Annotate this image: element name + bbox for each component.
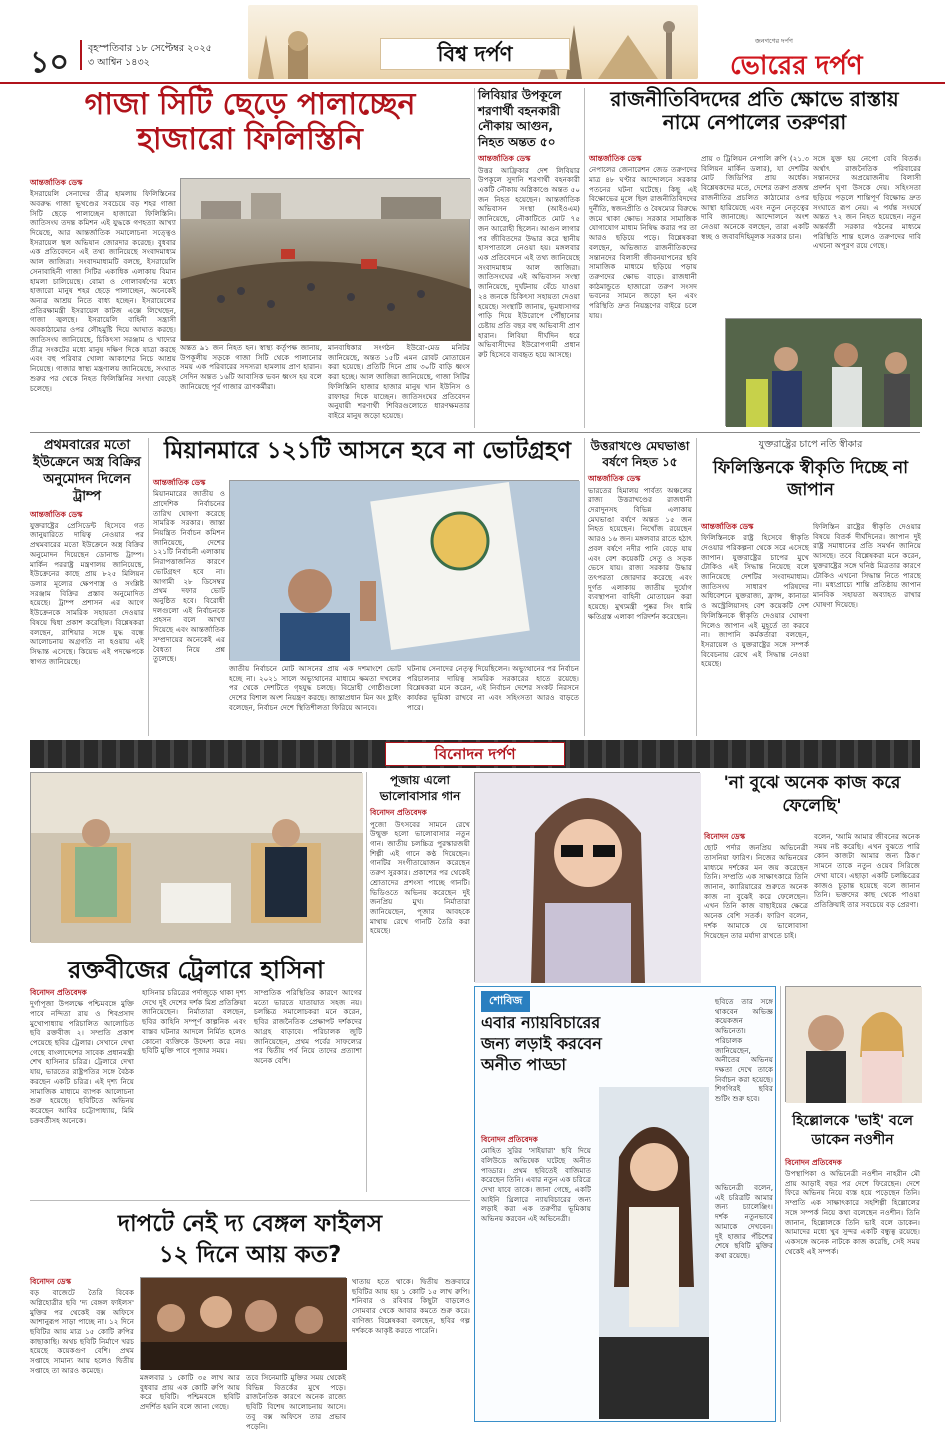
puja-song-headline: পূজায় এলো ভালোবাসার গান xyxy=(379,773,461,804)
nepal-article xyxy=(584,88,920,428)
nepal-body2: প্রায় ৩ ট্রিলিয়ন নেপালি রুপি (২১.৩ বিলিয়ন মার্কিন ডলার), যা দেশটির মোট জিডিপির প্রায় অর্ধেক। বিশ্লেষকদের মতে, দেশের তরুণ প্রজন্ম রাজনীতির প্রচলিত কাঠামোর ওপর আস্থা হারিয়েছে এবং নতুন নেতৃত্বের দাবি জানাচ্ছে। আন্দোলনে অংশ নেওয়া অনেকে বলছেন, তারা একটি স্বচ্ছ ও জবাবদিহিমূলক সরকার চান। xyxy=(701,154,809,241)
gaza-photo xyxy=(180,178,470,340)
aneet-body: বিনোদন প্রতিবেদক মোহিত সুরির 'সাইয়ারা' ছবি দিয়ে বলিউডে অভিষেক ঘটেছে অনীত পাড্ডার। প্রথম ছবিতেই বাজিমাত করেছেন তিনি। এবার নতুন এক চরিত্রে দেখা যাবে তাকে। জানা গেছে, একটি আইনি থ্রিলারে ন্যায়বিচারের জন্য লড়াই করা এক তরুণীর ভূমিকায় অভিনয় করবেন এই অভিনেত্রী। xyxy=(481,1135,591,1224)
puja-song-article xyxy=(366,772,470,1192)
nepal-headline: রাজনীতিবিদদের প্রতি ক্ষোভে রাস্তায় নামে নেপালের তরুণরা xyxy=(610,87,899,134)
aneet-photo xyxy=(599,1087,709,1419)
hasina-trailer-photo xyxy=(30,772,362,942)
gaza-photo-caption: অন্তত ৯১ জন নিহত হন। স্বাস্থ্য কর্তৃপক্ষ জানায়, উপকূলীয় সড়কে গাজা সিটি থেকে পালানোর সময় এক পরিবারের সদস্যরা হামলায় প্রাণ হারান। সেদিন অন্তত ১৬টি আবাসিক ভবন ধ্বংস হয় বলে জানিয়েছে পূর্ব গাজার ত্রাণকর্মীরা। xyxy=(180,343,322,391)
hasina-col2: হাসিনার চরিত্রের পর্দাজুড়ে থাকা দৃশ্য দেখে দুই দেশের দর্শক মিশ্র প্রতিক্রিয়া জানিয়েছেন। নির্মাতারা বলছেন, ছবির কাহিনি সম্পূর্ণ কাল্পনিক এবং বাস্তব ঘটনার আদলে নির্মিত হলেও কোনো ব্যক্তিকে উদ্দেশ্য করে নয়। ছবিটি মুক্তি পাবে পূজার সময়। xyxy=(142,988,246,1056)
ukraine-body: আন্তর্জাতিক ডেস্ক যুক্তরাষ্ট্রের প্রেসিডেন্ট হিসেবে গত জানুয়ারিতে দায়িত্ব নেওয়ার পর প্রথমবারের মতো ইউক্রেনে অস্ত্র বিক্রির অনুমোদন দিয়েছেন ডোনাল্ড ট্রাম্প। মার্কিন পররাষ্ট্র মন্ত্রণালয় জানিয়েছে, ইউক্রেনের কাছে প্রায় ৮২৫ মিলিয়ন ডলার মূল্যের ক্ষেপণাস্ত্র ও সংশ্লিষ্ট সরঞ্জাম বিক্রির প্রস্তাব অনুমোদিত হয়েছে। ট্রাম্প প্রশাসন এর আগে ইউক্রেনকে সামরিক সহায়তা দেওয়ার বিষয়ে দ্বিধা প্রকাশ করেছিল। বিশ্লেষকরা বলছেন, রাশিয়ার সঙ্গে যুদ্ধ বন্ধে আলোচনায় অগ্রগতি না হওয়ায় এই সিদ্ধান্ত এসেছে। কিয়েভ এই পদক্ষেপকে স্বাগত জানিয়েছে। xyxy=(30,509,144,666)
section-title: বিশ্ব দর্পণ xyxy=(380,38,570,70)
protesters-image xyxy=(726,319,922,427)
meeting-scene-image xyxy=(31,773,363,943)
brand-logo: ভোরের দর্পণ xyxy=(730,51,863,81)
myanmar-col2: জাতীয় নির্বাচনে মোট আসনের প্রায় এক দশমাংশে ভোট হচ্ছে না। ২০২১ সালে অভ্যুত্থানের মাধ্যমে ক্ষমতা দখলের পর থেকে দেশটিতে গৃহযুদ্ধ চলছে। বিদ্রোহী গোষ্ঠীগুলো দেশের বিশাল অংশ নিয়ন্ত্রণ করছে। জান্তাপ্রধান মিন অং হ্লাইং বলেছেন, নির্বাচন দেশে স্থিতিশীলতা ফিরিয়ে আনবে। xyxy=(229,664,401,712)
bengal-files-article xyxy=(30,1200,470,1431)
aneet-headline: এবার ন্যায়বিচারের জন্য লড়াই করবেন অনীত পাড্ডা xyxy=(481,1013,602,1074)
hasina-body: বিনোদন প্রতিবেদক দুর্গাপূজা উপলক্ষে পশ্চিমবঙ্গে মুক্তি পাবে নন্দিতা রায় ও শিবপ্রসাদ মুখোপাধ্যায় পরিচালিত আলোচিত ছবি রক্তবীজ ২। সম্প্রতি প্রকাশ পেয়েছে ছবির ট্রেলার। সেখানে দেখা গেছে বাংলাদেশের সাবেক প্রধানমন্ত্রী শেখ হাসিনার চরিত্র। ট্রেলারে দেখা যায়, ভারতের রাষ্ট্রপতির সঙ্গে বৈঠক করছেন একটি চরিত্র। এই দৃশ্য নিয়ে সামাজিক মাধ্যমে ব্যাপক আলোচনা শুরু হয়েছে। ছবিটিতে অভিনয় করেছেন আবির চট্টোপাধ্যায়, মিমি চক্রবর্তীসহ অনেকে। xyxy=(30,988,134,1125)
duo-portrait-image xyxy=(786,987,922,1103)
puja-song-body: বিনোদন প্রতিবেদক পুজো উৎসবের সামনে রেখে উন্মুক্ত হলো ভালোবাসার নতুন গান। জাতীয় চলচ্চিত্র পুরস্কারজয়ী শিল্পী এই গানে কণ্ঠ দিয়েছেন। গানটির সংগীতায়োজন করেছেন তরুণ সুরকার। প্রকাশের পর থেকেই শ্রোতাদের প্রশংসা পাচ্ছে গানটি। ভিডিওতে অভিনয় করেছেন দুই জনপ্রিয় মুখ। নির্মাতারা জানিয়েছেন, পূজার আবহকে মাথায় রেখে গানটি তৈরি করা হয়েছে। xyxy=(370,808,470,936)
hasina-headline: রক্তবীজের ট্রেলারে হাসিনা xyxy=(68,956,324,984)
date-bengali: ৩ আশ্বিন ১৪৩২ xyxy=(88,56,150,68)
gaza-body: আন্তর্জাতিক ডেস্ক ইসরায়েলি সেনাদের তীব্র হামলায় ফিলিস্তিনের অবরুদ্ধ গাজা ভূখণ্ডের সবচেয়ে বড় শহর গাজা সিটি ছেড়ে পালাচ্ছেন হাজারো ফিলিস্তিনি। জাতিসংঘ তদন্ত কমিশন এই যুদ্ধকে গণহত্যা আখ্যা দিয়েছে, আর আন্তর্জাতিক সমালোচনা সত্ত্বেও ইসরায়েল স্থল অভিযান জোরদার করেছে। বুধবার এক প্রতিবেদনে এই তথ্য জানিয়েছে সংবাদমাধ্যম আল জাজিরা। সংবাদমাধ্যমটি বলছে, ইসরায়েলি সেনাবাহিনী গাজা সিটির একাধিক এলাকায় বিমান হামলা চালিয়েছে। বোমা ও গোলাবর্ষণের মধ্যে হাজারো মানুষ শহর ছেড়ে পালাচ্ছেন, অনেকেই অন্যত্র আশ্রয় নিতে বাধ্য হচ্ছেন। ইসরায়েলের প্রতিরক্ষামন্ত্রী ইসরায়েল কাটজ এক্সে লিখেছেন, গাজা জ্বলছে। ইসরায়েলি বাহিনী সন্ত্রাসী অবকাঠামোর ওপর লৌহমুষ্টি দিয়ে আঘাত করছে। জাতিসংঘ জানিয়েছে, চিকিৎসা সরঞ্জাম ও খাদ্যের তীব্র সংকটের মধ্যে মানুষ দক্ষিণ দিকে যাত্রা করছে এবং বহু পরিবার খোলা আকাশের নিচে আশ্রয় নিয়েছে। গাজার স্বাস্থ্য মন্ত্রণালয় জানিয়েছে, সংঘাত শুরুর পর থেকে নিহত ফিলিস্তিনির সংখ্যা বেড়েই চলেছে। xyxy=(30,178,176,393)
uttarakhand-article xyxy=(584,438,692,736)
ukraine-headline: প্রথমবারের মতো ইউক্রেনে অস্ত্র বিক্রির অনুমোদন দিলেন ট্রাম্প xyxy=(33,438,141,504)
libya-body: আন্তর্জাতিক ডেস্ক উত্তর আফ্রিকার দেশ লিবিয়ার উপকূলে সুদানি শরণার্থী বহনকারী একটি নৌকায় অগ্নিকাণ্ডে অন্তত ৫০ জন নিহত হয়েছেন। আন্তর্জাতিক অভিবাসন সংস্থা (আইওএম) জানিয়েছে, নৌকাটিতে মোট ৭৫ জন আরোহী ছিলেন। আগুন লাগার পর জীবিতদের উদ্ধার করে স্থানীয় হাসপাতালে নেওয়া হয়। মঙ্গলবার এক প্রতিবেদনে এই তথ্য জানিয়েছে সংবাদমাধ্যম আল জাজিরা। জাতিসংঘের এই অভিবাসন সংস্থা জানিয়েছে, দুর্ঘটনায় বেঁচে যাওয়া ২৪ জনকে চিকিৎসা সহায়তা দেওয়া হয়েছে। সংস্থাটি জানায়, ভূমধ্যসাগর পাড়ি দিয়ে ইউরোপে পৌঁছানোর চেষ্টায় প্রতি বছর বহু অভিবাসী প্রাণ হারান। লিবিয়া দীর্ঘদিন ধরে অভিবাসীদের ইউরোপগামী প্রধান রুট হিসেবে ব্যবহৃত হয়ে আসছে। xyxy=(478,154,580,360)
date-line xyxy=(88,42,212,70)
libya-headline: লিবিয়ার উপকূলে শরণার্থী বহনকারী নৌকায় আগুন, নিহত অন্তত ৫০ xyxy=(478,88,562,149)
displaced-crowd-image xyxy=(181,179,471,341)
japan-article xyxy=(696,438,920,736)
entertainment-banner xyxy=(30,740,920,768)
entertainment-banner-title: বিনোদন দর্পণ xyxy=(385,742,565,766)
hasina-col3: সাম্প্রতিক পরিস্থিতির কারণে আগের মতো ভারতে যাতায়াত সহজ নয়। চলচ্চিত্র সমালোচকরা মনে করেন, ছবির রাজনৈতিক প্রেক্ষাপট দর্শকদের আগ্রহ বাড়াবে। পরিচালক জুটি জানিয়েছেন, প্রথম পর্বের সাফল্যের পর দ্বিতীয় পর্ব নিয়ে তাদের প্রত্যাশা অনেক বেশি। xyxy=(254,988,362,1066)
nepal-body: আন্তর্জাতিক ডেস্ক নেপালের জেনারেশন জেড তরুণদের মাত্র ৪৮ ঘণ্টার আন্দোলনে সরকার পতনের ঘটনা ঘটেছে। কিছু এই বিক্ষোভের মূলে ছিল রাজনীতিবিদদের দুর্নীতি, স্বজনপ্রীতি ও বৈষম্যের বিরুদ্ধে জমে থাকা ক্ষোভ। সরকার সামাজিক যোগাযোগ মাধ্যম নিষিদ্ধ করার পর তা আরও ছড়িয়ে পড়ে। বিশ্লেষকরা বলছেন, অভিজাত রাজনীতিকদের সন্তানদের বিলাসী জীবনযাপনের ছবি সামাজিক মাধ্যমে ছড়িয়ে পড়ায় তরুণদের ক্ষোভ বাড়ে। রাজধানী কাঠমান্ডুতে হাজারো তরুণ সংসদ ভবনের সামনে জড়ো হন এবং পরিস্থিতি দ্রুত নিয়ন্ত্রণের বাইরে চলে যায়। xyxy=(589,154,697,320)
myanmar-col3: ঘটনায় সেনাদের নেতৃত্ব দিয়েছিলেন। অভ্যুত্থানের পর নির্বাচন পরিচালনার দায়িত্ব সামরিক সরকারের হাতে রয়েছে। বিশ্লেষকরা মনে করেন, এই নির্বাচন দেশের সংকট নিরসনে কার্যকর ভূমিকা রাখবে না এবং সহিংসতা আরও বাড়তে পারে। xyxy=(407,664,579,712)
bengal-files-body: বিনোদন ডেস্ক বড় বাজেটে তৈরি বিবেক অগ্নিহোত্রীর ছবি 'দ্য বেঙ্গল ফাইলস' মুক্তির পর থেকেই বক্স অফিসে আশানুরূপ সাড়া পাচ্ছে না। ১২ দিনে ছবিটির আয় মাত্র ১৫ কোটি রুপির কাছাকাছি। অথচ ছবিটি নির্মাণে খরচ হয়েছে কয়েকগুণ বেশি। প্রথম সপ্তাহে সামান্য আয় হলেও দ্বিতীয় সপ্তাহে তা আরও কমেছে। xyxy=(30,1277,134,1375)
aneet-col3: অভিনেত্রী বলেন, এই চরিত্রটি আমার জন্য চ্যালেঞ্জিং। দর্শক নতুনভাবে আমাকে দেখবেন। দুই হাজার পঁচিশের শেষে ছবিটি মুক্তির কথা রয়েছে। xyxy=(715,1183,773,1261)
page-number: ১০ xyxy=(30,45,69,80)
bengal-files-poster xyxy=(140,1277,346,1369)
hillol-headline: হিল্লোলকে 'ভাই' বলে ডাকেন নওশীন xyxy=(792,1113,913,1148)
gaza-headline: গাজা সিটি ছেড়ে পালাচ্ছেন হাজারো ফিলিস্তিনি xyxy=(84,87,416,157)
gaza-col3: মানবাধিকার সংগঠন ইউরো-মেড মনিটর জানিয়েছে, অন্তত ১৫টি এমন রোবট মোতায়েন করা হয়েছে। প্রতিটি দিনে প্রায় ৩০টি বাড়ি ধ্বংস করা হচ্ছে। আল জাজিরা জানিয়েছে, গাজা সিটির ফিলিস্তিনি হাজার হাজার মানুষ খান ইউনিস ও রাফাহর দিকে যাচ্ছেন। জাতিসংঘের প্রতিবেদন অনুযায়ী শরণার্থী শিবিরগুলোতে ধারণক্ষমতার বাইরে মানুষ জড়ো হয়েছে। xyxy=(328,343,470,421)
hillol-body: বিনোদন প্রতিবেদক উপস্থাপিকা ও অভিনেত্রী নওশীন নাহরীন মৌ প্রায় আড়াই বছর পর দেশে ফিরেছেন। দেশে ফিরে অভিনয় নিয়ে ব্যস্ত হয়ে পড়েছেন তিনি। সম্প্রতি এক সাক্ষাৎকারে সহশিল্পী হিল্লোলের সঙ্গে সম্পর্ক নিয়ে কথা বলেছেন নওশীন। তিনি জানান, হিল্লোলকে তিনি ভাই বলে ডাকেন। আমাদের মধ্যে খুব সুন্দর একটি বন্ধুত্ব রয়েছে। একসঙ্গে অনেক নাটকে কাজ করেছি, সেই সময় থেকেই এই সম্পর্ক। xyxy=(785,1157,920,1256)
bengal-files-headline: দাপটে নেই দ্য বেঙ্গল ফাইলস ১২ দিনে আয় কত? xyxy=(117,1211,383,1269)
hillol-article xyxy=(780,986,920,1422)
showbiz-tag: শোবিজ xyxy=(481,991,530,1012)
japan-headline: ফিলিস্তিনকে স্বীকৃতি দিচ্ছে না জাপান xyxy=(712,458,909,501)
uttarakhand-headline: উত্তরাখণ্ডে মেঘভাঙা বর্ষণে নিহত ১৫ xyxy=(590,439,690,470)
farin-col2: বলেন, 'আমি আমার জীবনের অনেক সময় নষ্ট করেছি। এখন বুঝতে পারি কোন কাজটা আমার জন্য ঠিক।' সামনে তাকে নতুন ওয়েব সিরিজে দেখা যাবে। এছাড়া একটি চলচ্চিত্রের কাজও চূড়ান্ত হয়েছে বলে জানান তিনি। ভক্তদের কাছ থেকে পাওয়া প্রতিক্রিয়াই তার সবচেয়ে বড় প্রেরণা। xyxy=(814,832,920,910)
bengal-files-col3: মঙ্গলবার ১ কোটি ৩৫ লাখ আর বুধবার প্রায় এক কোটি রুপি আয় করে ছবিটি। পশ্চিমবঙ্গে ছবিটি প্রদর্শিত হয়নি বলে জানা গেছে। xyxy=(140,1373,240,1412)
farin-article xyxy=(704,772,920,982)
ukraine-article xyxy=(30,438,144,736)
hasina-article xyxy=(30,772,362,1192)
nepal-protest-photo xyxy=(725,318,921,426)
myanmar-election-photo xyxy=(229,480,579,660)
libya-article xyxy=(474,88,580,428)
movie-poster-image xyxy=(141,1278,347,1370)
hillol-photo xyxy=(785,986,921,1102)
gaza-article xyxy=(30,88,470,428)
japan-kicker: যুক্তরাষ্ট্রের চাপে নতি স্বীকার xyxy=(758,439,863,450)
farin-body: বিনোদন ডেস্ক ছোট পর্দার জনপ্রিয় অভিনেত্রী তাসনিয়া ফারিণ। নিজের অভিনয়ের মাধ্যমে দর্শকের মন জয় করেছেন তিনি। সম্প্রতি এক সাক্ষাৎকারে তিনি জানান, ক্যারিয়ারের শুরুতে অনেক কাজ না বুঝেই করে ফেলেছেন। এখন তিনি কাজ বাছাইয়ের ক্ষেত্রে অনেক বেশি সতর্ক। ফারিণ বলেন, দর্শক আমাকে যে ভালোবাসা দিয়েছেন তার মর্যাদা রাখতে চাই। xyxy=(704,832,808,940)
aneet-portrait-image xyxy=(599,1087,709,1419)
aneet-col2: ছবিতে তার সঙ্গে থাকবেন অভিজ্ঞ কয়েকজন অভিনেতা। পরিচালক জানিয়েছেন, অনীতের অভিনয় দক্ষতা দেখে তাকে নির্বাচন করা হয়েছে। শিগগিরই ছবির শুটিং শুরু হবে। xyxy=(715,997,773,1104)
brand-tagline: জনগণের দর্পণ xyxy=(755,37,793,45)
date-gregorian: বৃহস্পতিবার ১৮ সেপ্টেম্বর ২০২৫ xyxy=(88,43,212,54)
actress-portrait-image xyxy=(475,773,701,983)
farin-headline: 'না বুঝে অনেক কাজ করে ফেলেছি' xyxy=(723,773,901,816)
myanmar-body: আন্তর্জাতিক ডেস্ক মিয়ানমারের জাতীয় ও প্রাদেশিক নির্বাচনের তারিখ ঘোষণা করেছে সামরিক সরকার। জান্তা নিয়ন্ত্রিত নির্বাচন কমিশন জানিয়েছে, দেশের ১২১টি নির্বাচনী এলাকায় নিরাপত্তাজনিত কারণে ভোটগ্রহণ হবে না। আগামী ২৮ ডিসেম্বর প্রথম দফার ভোট অনুষ্ঠিত হবে। বিরোধী দলগুলো এই নির্বাচনকে প্রহসন বলে আখ্যা দিয়েছে এবং আন্তর্জাতিক সম্প্রদায়ের অনেকেই এর বৈধতা নিয়ে প্রশ্ন তুলেছে। xyxy=(153,478,225,664)
election-commission-sign-image xyxy=(230,481,580,661)
masthead xyxy=(0,0,945,84)
myanmar-article xyxy=(148,438,582,736)
japan-body: আন্তর্জাতিক ডেস্ক ফিলিস্তিনকে রাষ্ট্র হিসেবে স্বীকৃতি দেওয়ার পরিকল্পনা থেকে সরে এসেছে জাপান। যুক্তরাষ্ট্রের চাপের মুখে টোকিও এই সিদ্ধান্ত নিয়েছে বলে জানিয়েছে দেশটির সংবাদমাধ্যম। জাতিসংঘ সাধারণ পরিষদের অধিবেশনে যুক্তরাজ্য, ফ্রান্স, কানাডা ও অস্ট্রেলিয়াসহ বেশ কয়েকটি দেশ ফিলিস্তিনকে স্বীকৃতি দেওয়ার ঘোষণা দিলেও জাপান এই মুহূর্তে তা করবে না। জাপানি কর্মকর্তারা বলছেন, ইসরায়েল ও যুক্তরাষ্ট্রের সঙ্গে সম্পর্ক বিবেচনায় রেখে এই সিদ্ধান্ত নেওয়া হয়েছে। xyxy=(701,522,809,669)
uttarakhand-body: আন্তর্জাতিক ডেস্ক ভারতের হিমালয় পার্বত্য অঞ্চলের রাজ্য উত্তরাখণ্ডের রাজধানী দেরাদুনসহ বিভিন্ন এলাকায় মেঘভাঙা বর্ষণে অন্তত ১৫ জন নিহত হয়েছেন। নিখোঁজ রয়েছেন আরও ১৬ জন। মঙ্গলবার রাতে হঠাৎ প্রবল বর্ষণে নদীর পানি বেড়ে যায় এবং বেশ কয়েকটি সেতু ও সড়ক ভেসে যায়। রাজ্য সরকার উদ্ধার তৎপরতা জোরদার করেছে এবং দুর্গত এলাকায় জাতীয় দুর্যোগ ব্যবস্থাপনা বাহিনী মোতায়েন করা হয়েছে। মুখ্যমন্ত্রী পুষ্কর সিং ধামি ক্ষতিগ্রস্ত এলাকা পরিদর্শন করেছেন। xyxy=(588,474,692,621)
bengal-files-col4: তবে সিনেমাটি মুক্তির সময় থেকেই বিভিন্ন বিতর্কের মুখে পড়ে। রাজনৈতিক কারণে অনেক রাজ্যে ছবিটি বিশেষ আলোচনায় আসে। তবু বক্স অফিসে তার প্রভাব পড়েনি। xyxy=(246,1373,346,1431)
japan-col2: ফিলিস্তিন রাষ্ট্রের স্বীকৃতি দেওয়ার বিষয়ে বিতর্ক দীর্ঘদিনের। জাপান দুই রাষ্ট্র সমাধানের প্রতি সমর্থন জানিয়ে আসছে। তবে বিশ্লেষকরা মনে করেন, যুক্তরাষ্ট্রের সঙ্গে ঘনিষ্ঠ মিত্রতার কারণে টোকিও এখনো সিদ্ধান্ত নিতে পারছে না। মধ্যপ্রাচ্যে শান্তি প্রতিষ্ঠায় জাপান মানবিক সহায়তা অব্যাহত রাখার ঘোষণা দিয়েছে। xyxy=(813,522,921,609)
myanmar-headline: মিয়ানমারে ১২১টি আসনে হবে না ভোটগ্রহণ xyxy=(164,438,571,464)
farin-photo xyxy=(474,772,700,982)
nepal-col3: সঙ্গে যুক্ত হয় নেপো বেবি বিতর্ক। অর্থাৎ রাজনৈতিক পরিবারের সন্তানদের অপ্রয়োজনীয় বিলাসী প্রদর্শন ঘৃণা উসকে দেয়। সহিংসতা ছড়িয়ে পড়লে শান্তিপূর্ণ বিক্ষোভ দ্রুত সংঘাতে রূপ নেয়। এ পর্যন্ত সংঘর্ষে অন্তত ৭২ জন নিহত হয়েছেন। নতুন অন্তর্বর্তী সরকার গঠনের মাধ্যমে পরিস্থিতি শান্ত হলেও তরুণদের দাবি এখনো অপূরণ রয়ে গেছে। xyxy=(813,154,921,251)
bengal-files-col2: খাতায় হতে থাকে। দ্বিতীয় শুক্রবারে ছবিটির আয় হয় ১ কোটি ১৫ লাখ রুপি। শনিবার ও রবিবার কিছুটা বাড়লেও সোমবার থেকে আবার কমতে শুরু করে। বাণিজ্য বিশ্লেষকরা বলছেন, ছবির গল্প দর্শককে আকৃষ্ট করতে পারেনি। xyxy=(352,1277,470,1335)
aneet-article xyxy=(474,986,776,1422)
